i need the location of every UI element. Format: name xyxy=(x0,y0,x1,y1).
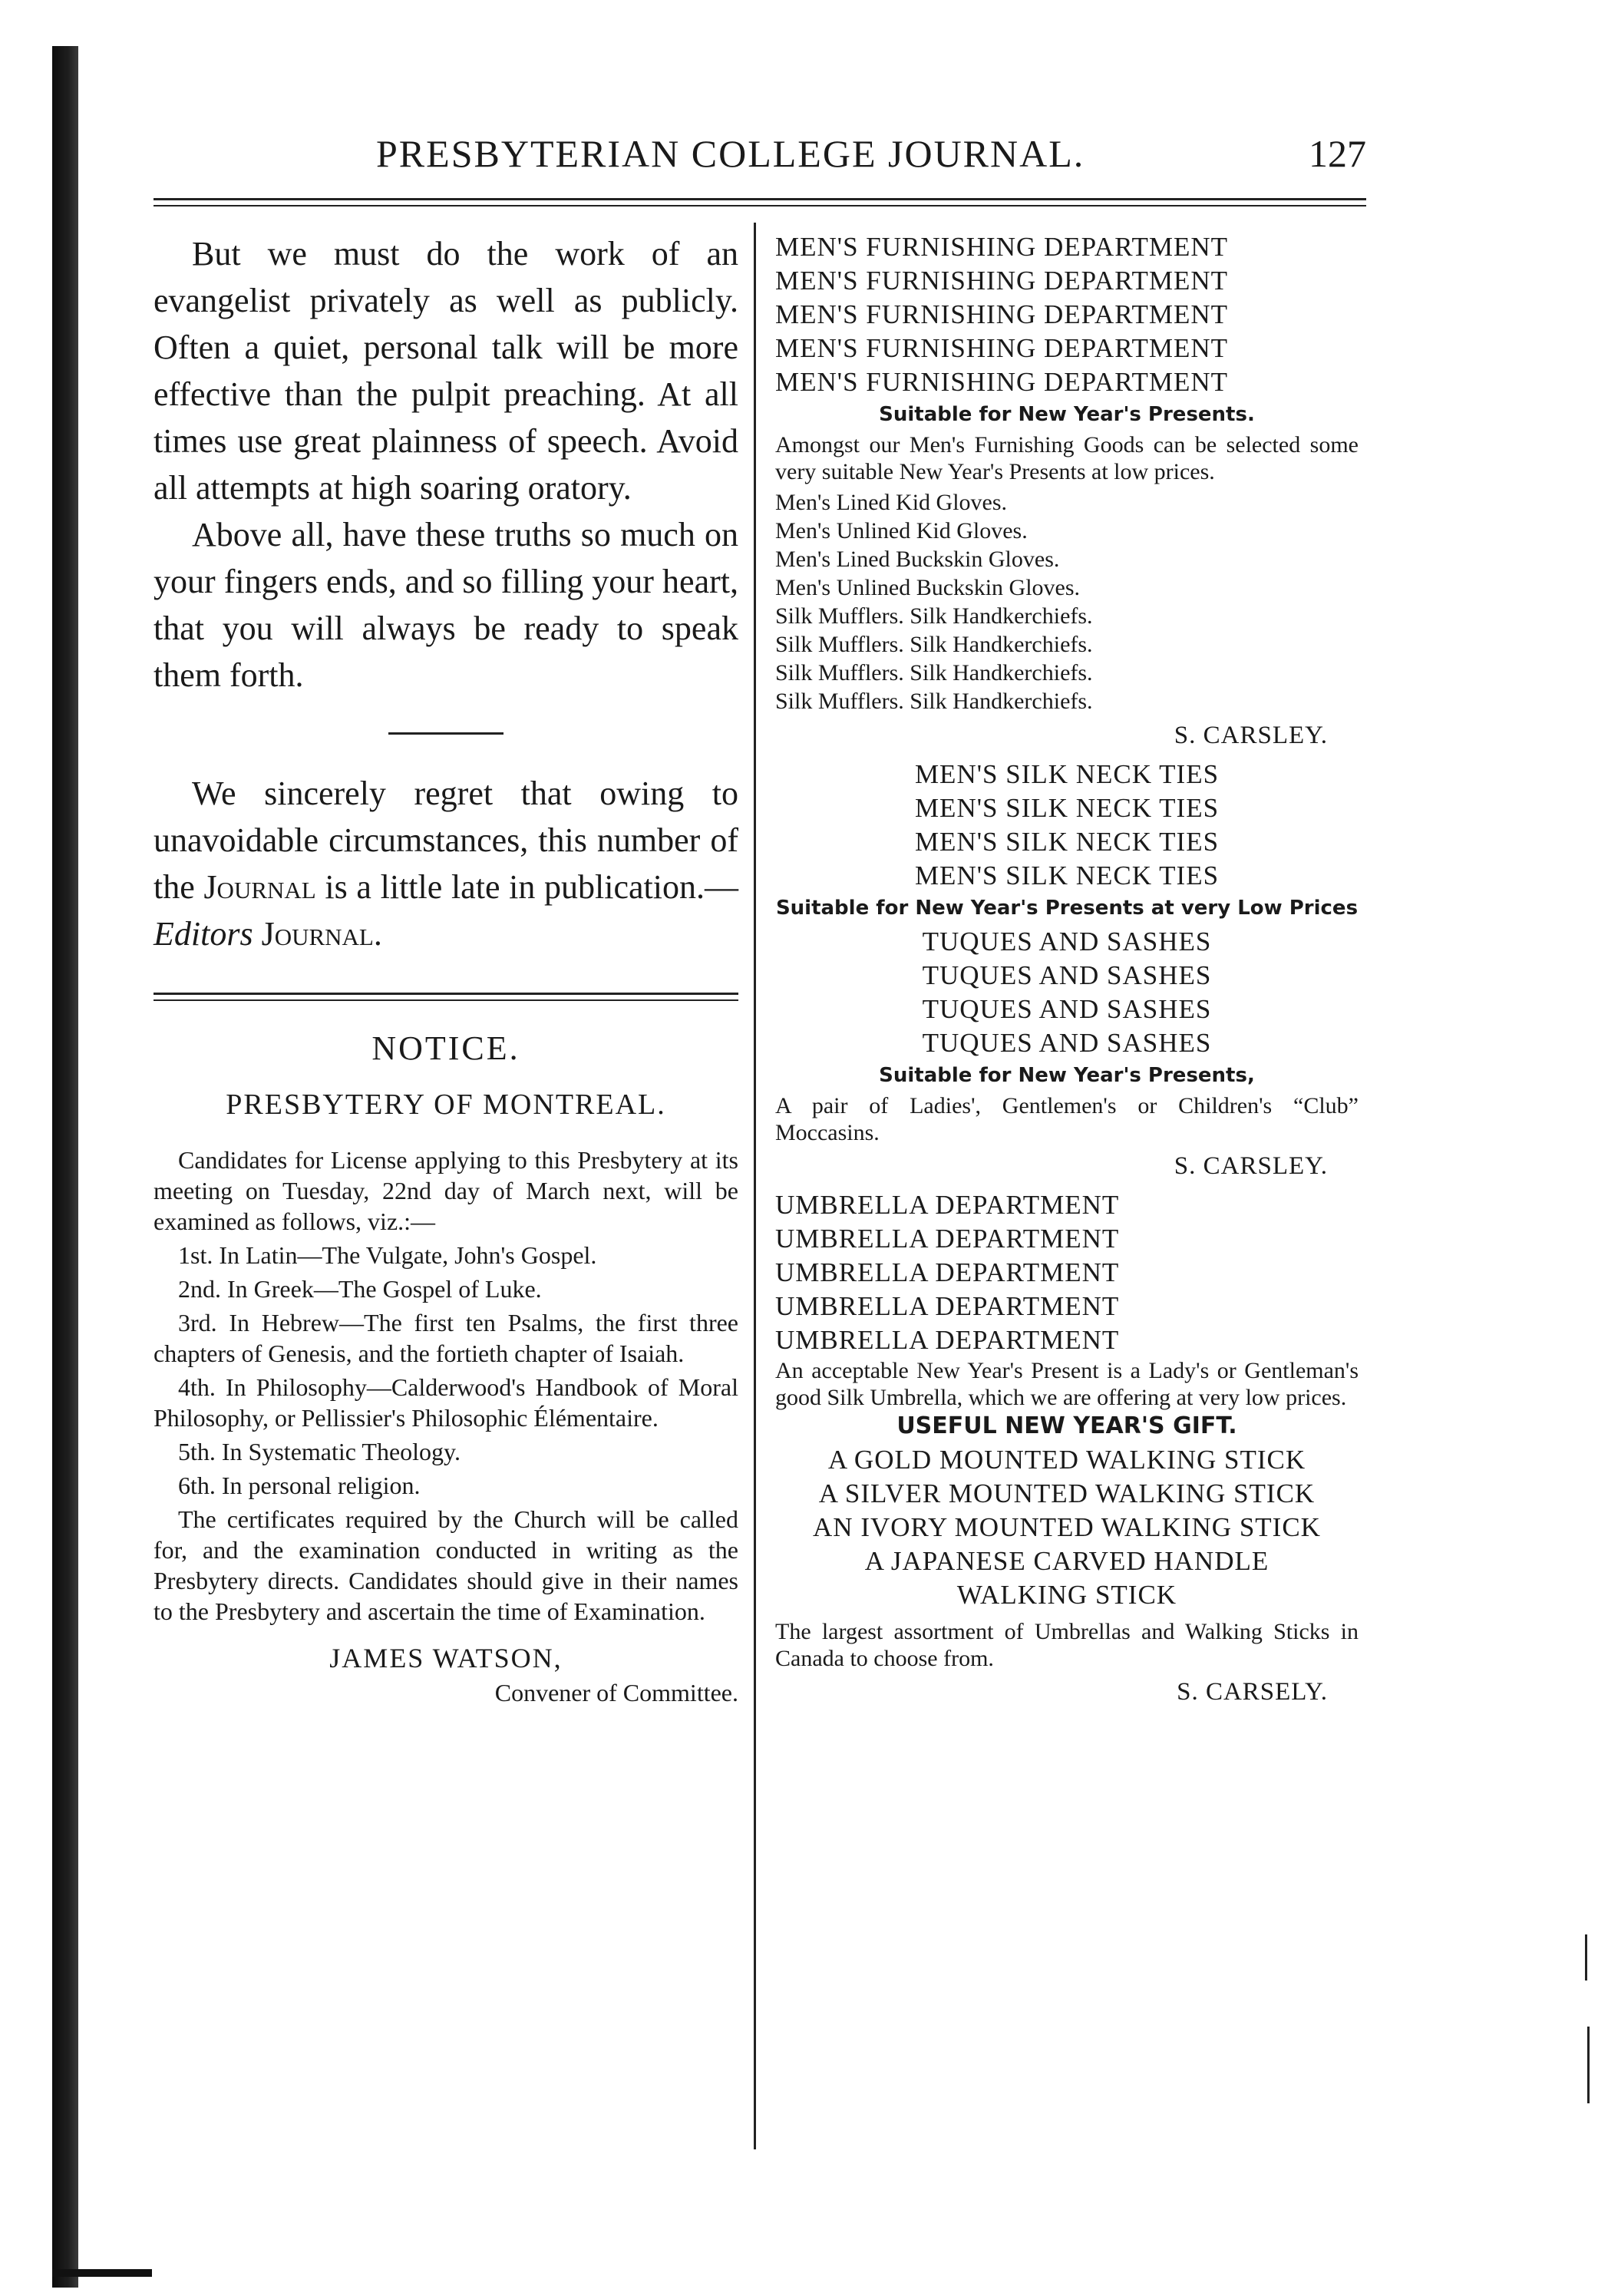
ad-subheading: Suitable for New Year's Presents, xyxy=(879,1064,1255,1087)
notice-intro: Candidates for License applying to this Presbytery at its meeting on Tuesday, 22nd day of March next, will be examined as follows, viz.:— xyxy=(154,1146,738,1235)
column-divider xyxy=(754,223,756,2149)
section-rule xyxy=(388,732,504,735)
ad-signature: S. CARSELY. xyxy=(1177,1678,1328,1706)
ad-headline: WALKING STICK xyxy=(956,1580,1177,1610)
notice-item: 6th. In personal religion. xyxy=(178,1472,421,1499)
ad-list-item: Silk Mufflers. Silk Handkerchiefs. xyxy=(775,603,1093,629)
mens-furnishing-ad xyxy=(775,230,1359,750)
ad-signature: S. CARSLEY. xyxy=(1174,1152,1328,1180)
ad-headline: UMBRELLA DEPARTMENT xyxy=(775,1257,1120,1287)
signer-title: Convener of Committee. xyxy=(494,1679,738,1706)
ad-headline: TUQUES AND SASHES xyxy=(922,960,1212,990)
editors-note-rest: is a little late in publication.— xyxy=(315,868,738,906)
umbrella-ad xyxy=(775,1188,1359,1411)
ad-subheading: Suitable for New Year's Presents at very Low Prices xyxy=(775,897,1359,920)
left-column xyxy=(154,230,738,1707)
notice-item: 4th. In Philosophy—Calderwood's Handbook of Moral Philosophy, or Pellissier's Philosophic Élémentaire. xyxy=(154,1373,738,1432)
ad-body: The largest assortment of Umbrellas and Walking Sticks in Canada to choose from. xyxy=(775,1619,1359,1671)
tuques-ad xyxy=(775,925,1359,1181)
ad-subheading: USEFUL NEW YEAR'S GIFT. xyxy=(896,1412,1237,1439)
ad-headline: MEN'S SILK NECK TIES xyxy=(914,861,1220,890)
ad-headline: UMBRELLA DEPARTMENT xyxy=(775,1224,1120,1254)
header-rule xyxy=(154,198,1366,206)
journal-word: Journal xyxy=(203,868,316,906)
ad-list-item: Silk Mufflers. Silk Handkerchiefs. xyxy=(775,689,1093,714)
ad-headline: UMBRELLA DEPARTMENT xyxy=(775,1291,1120,1321)
ad-list-item: Men's Lined Buckskin Gloves. xyxy=(775,547,1060,572)
ad-headline: UMBRELLA DEPARTMENT xyxy=(775,1325,1120,1355)
ad-headline: AN IVORY MOUNTED WALKING STICK xyxy=(813,1512,1321,1542)
walking-stick-ad xyxy=(775,1414,1359,1706)
ad-headline: MEN'S SILK NECK TIES xyxy=(914,793,1220,823)
ad-headline: A JAPANESE CARVED HANDLE xyxy=(864,1546,1269,1576)
right-column xyxy=(775,230,1359,1714)
ad-body: A pair of Ladies', Gentlemen's or Children's “Club” Moccasins. xyxy=(775,1093,1359,1145)
notice-rule xyxy=(154,993,738,1001)
notice-item: 5th. In Systematic Theology. xyxy=(178,1438,461,1465)
ad-headline: TUQUES AND SASHES xyxy=(922,927,1212,956)
editors-note-text: We sincerely regret that owing to unavoidable circumstances, this number of the xyxy=(154,775,738,906)
article-paragraph-1: But we must do the work of an evangelist privately as well as publicly. Often a quiet, personal talk will be more effective than the pulpit preaching. At all times use great plainness of speech. Avoid all attempts at high soaring oratory. xyxy=(154,235,738,507)
notice-item: 2nd. In Greek—The Gospel of Luke. xyxy=(178,1275,542,1303)
notice-item: 3rd. In Hebrew—The first ten Psalms, the first three chapters of Genesis, and the fortieth chapter of Isaiah. xyxy=(154,1309,738,1367)
ad-list-item: Men's Unlined Kid Gloves. xyxy=(775,518,1028,543)
ad-subheading: Suitable for New Year's Presents. xyxy=(879,403,1255,426)
ad-headline: TUQUES AND SASHES xyxy=(922,994,1212,1024)
ad-headline: TUQUES AND SASHES xyxy=(922,1028,1212,1058)
notice-item: 1st. In Latin—The Vulgate, John's Gospel. xyxy=(178,1241,597,1269)
ad-list-item: Silk Mufflers. Silk Handkerchiefs. xyxy=(775,632,1093,657)
ad-headline: MEN'S FURNISHING DEPARTMENT xyxy=(775,266,1228,296)
ad-headline: UMBRELLA DEPARTMENT xyxy=(775,1190,1120,1220)
ad-headline: MEN'S FURNISHING DEPARTMENT xyxy=(775,367,1228,397)
binding-edge-foot xyxy=(52,2269,152,2277)
ad-headline: A GOLD MOUNTED WALKING STICK xyxy=(827,1445,1306,1475)
page-number: 127 xyxy=(1309,132,1366,175)
ad-list-item: Men's Lined Kid Gloves. xyxy=(775,490,1008,515)
journal-word-2: Journal. xyxy=(253,915,382,953)
notice-title: NOTICE. xyxy=(371,1029,520,1067)
notice-closing: The certificates required by the Church will be called for, and the examination conducted in writing as the Presbytery directs. Candidates should give in their names to the Presbytery and ascertain the time of Examination. xyxy=(154,1505,738,1625)
journal-title: PRESBYTERIAN COLLEGE JOURNAL. xyxy=(376,132,1085,175)
editors-note xyxy=(154,770,738,957)
article-paragraph-2: Above all, have these truths so much on your fingers ends, and so filling your heart, that you will always be ready to speak them forth. xyxy=(154,516,738,694)
scan-mark xyxy=(1587,2027,1590,2103)
ad-headline: MEN'S SILK NECK TIES xyxy=(914,759,1220,789)
ad-body: An acceptable New Year's Present is a Lady's or Gentleman's good Silk Umbrella, which we are offering at very low prices. xyxy=(775,1358,1359,1410)
ad-headline: A SILVER MOUNTED WALKING STICK xyxy=(818,1478,1316,1508)
neck-ties-ad xyxy=(775,758,1359,920)
ad-headline: MEN'S SILK NECK TIES xyxy=(914,827,1220,857)
scan-mark xyxy=(1585,1934,1587,1981)
ad-list-item: Men's Unlined Buckskin Gloves. xyxy=(775,575,1081,600)
signer-name: JAMES WATSON, xyxy=(329,1643,563,1673)
page-header xyxy=(154,127,1366,180)
ad-headline: MEN'S FURNISHING DEPARTMENT xyxy=(775,299,1228,329)
ad-headline: MEN'S FURNISHING DEPARTMENT xyxy=(775,333,1228,363)
binding-edge xyxy=(52,46,78,2288)
editors-word: Editors xyxy=(154,915,253,953)
ad-list-item: Silk Mufflers. Silk Handkerchiefs. xyxy=(775,660,1093,685)
ad-body: Amongst our Men's Furnishing Goods can be selected some very suitable New Year's Presents at low prices. xyxy=(775,432,1359,484)
notice-subtitle: PRESBYTERY OF MONTREAL. xyxy=(226,1089,666,1121)
ad-headline: MEN'S FURNISHING DEPARTMENT xyxy=(775,232,1228,262)
ad-signature: S. CARSLEY. xyxy=(1174,722,1328,749)
